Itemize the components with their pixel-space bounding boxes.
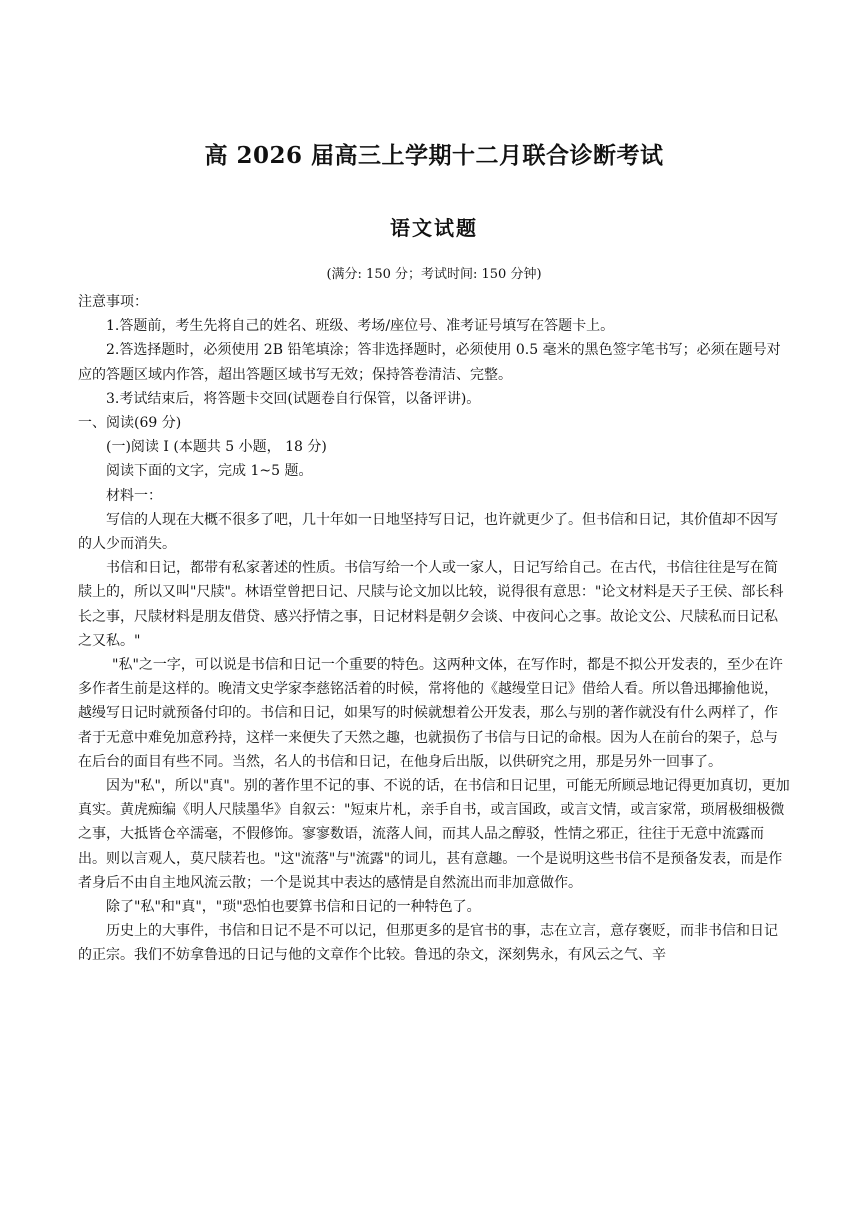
passage-paragraph: 因为"私"，所以"真"。别的著作里不记的事、不说的话，在书信和日记里，可能无所顾忌地记得更加真切，更加真实。黄虎痴编《明人尺牍墨华》自叙云："短束片札，亲手自书，或言国政，或言文情，或言家常，琐屑极细极微之事，大抵皆仓卒濡毫，不假修饰。寥寥数语，流落人间，而其人品之醇驳，性情之邪正，往往于无意中流露而出。则以言观人，莫尺牍若也。"这"流落"与"流露"的词儿，甚有意趣。一个是说明这些书信不是预备发表，而是作者身后不由自主地风流云散；一个是说其中表达的感情是自然流出而非加意做作。 (78, 778, 790, 891)
notice-item-3: 3.考试结束后，将答题卡交回(试题卷自行保管，以备评讲)。 (106, 390, 481, 407)
document-body (78, 290, 790, 968)
exam-subject: 语文试题 (390, 216, 478, 240)
notice-item-1: 1.答题前，考生先将自己的姓名、班级、考场/座位号、准考证号填写在答题卡上。 (106, 318, 615, 335)
notice-heading: 注意事项： (78, 294, 148, 310)
passage-paragraph: 历史上的大事件，书信和日记不是不可以记，但那更多的是官书的事，志在立言，意存褒贬，而非书信和日记的正宗。我们不妨拿鲁迅的日记与他的文章作个比较。鲁迅的杂文，深刻隽永，有风云之气、辛 (78, 923, 778, 964)
passage-paragraph: 除了"私"和"真"，"琐"恐怕也要算书信和日记的一种特色了。 (106, 899, 481, 916)
notice-item-2: 2.答选择题时，必须使用 2B 铅笔填涂；答非选择题时，必须使用 0.5 毫米的黑色签字笔书写；必须在题号对应的答题区域内作答，超出答题区域书写无效；保持答卷清洁、完整。 (78, 342, 781, 383)
score-time-note: (满分: 150 分；考试时间: 150 分钟) (326, 267, 542, 282)
material-label: 材料一： (106, 487, 162, 504)
passage-paragraph: "私"之一字，可以说是书信和日记一个重要的特色。这两种文体，在写作时，都是不拟公开发表的，至少在许多作者生前是这样的。晚清文史学家李慈铭活着的时候，常将他的《越缦堂日记》借给人看。所以鲁迅揶揄他说，越缦写日记时就预备付印的。书信和日记，如果写的时候就想着公开发表，那么与别的著作就没有什么两样了，作者于无意中难免加意矜持，这样一来便失了天然之趣，也就损伤了书信与日记的命根。因为人在前台的架子，总与在后台的面目有些不同。当然，名人的书信和日记，在他身后出版，以供研究之用，那是另外一回事了。 (78, 657, 783, 770)
passage-paragraph: 书信和日记，都带有私家著述的性质。书信写给一个人或一家人，日记写给自己。在古代，书信往往是写在简牍上的，所以又叫"尺牍"。林语堂曾把日记、尺牍与论文加以比较，说得很有意思："论文材料是天子王侯、部长科长之事，尺牍材料是朋友借贷、感兴抒情之事，日记材料是朝夕会谈、中夜问心之事。故论文公、尺牍私而日记私之又私。" (78, 560, 784, 649)
reading-instruction: 阅读下面的文字，完成 1~5 题。 (106, 463, 313, 480)
subsection-title: (一)阅读 Ⅰ (本题共 5 小题， 18 分) (106, 439, 327, 456)
section-title: 一、阅读(69 分) (78, 415, 182, 432)
exam-title: 高 2026 届高三上学期十二月联合诊断考试 (204, 142, 664, 169)
passage-paragraph: 写信的人现在大概不很多了吧，几十年如一日地坚持写日记，也许就更少了。但书信和日记，其价值却不因写的人少而消失。 (78, 511, 778, 553)
